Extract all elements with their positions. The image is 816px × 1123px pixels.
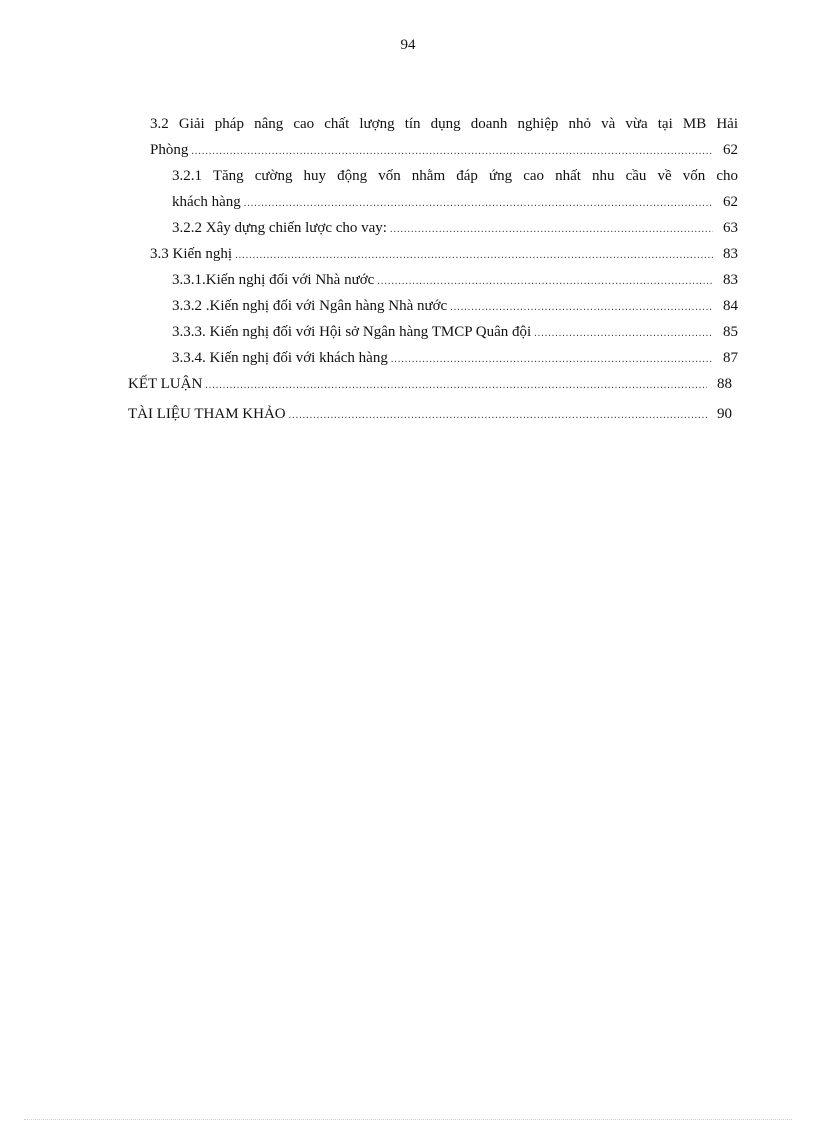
toc-entry-3-2[interactable] — [150, 140, 738, 162]
toc-entry-label: 3.2 Giải pháp nâng cao chất lượng tín dụng doanh nghiệp nhỏ và vừa tại MB Hải — [150, 116, 738, 132]
toc-entry-label: 3.3.3. Kiến nghị đối với Hội sở Ngân hàng TMCP Quân đội — [172, 324, 532, 340]
toc-entry-label: TÀI LIỆU THAM KHẢO — [128, 406, 286, 422]
dot-leader — [450, 298, 713, 318]
toc-entry-page: 83 — [723, 246, 738, 262]
toc-entry-page: 84 — [723, 298, 738, 314]
toc-entry-page: 62 — [723, 194, 738, 210]
dot-leader — [534, 324, 713, 344]
toc-entry-3-2-line1[interactable] — [150, 114, 738, 134]
toc-entry-tai-lieu-tham-khao[interactable] — [128, 404, 732, 426]
toc-entry-3-2-1[interactable] — [172, 192, 738, 214]
toc-entry-label: KẾT LUẬN — [128, 376, 203, 392]
dot-leader — [377, 272, 713, 292]
toc-entry-3-3-2[interactable] — [172, 296, 738, 318]
toc-entry-page: 85 — [723, 324, 738, 340]
toc-entry-label: 3.3.2 .Kiến nghị đối với Ngân hàng Nhà nước — [172, 298, 448, 314]
page-bottom-divider — [24, 1119, 792, 1120]
toc-entry-label: 3.2.1 Tăng cường huy động vốn nhằm đáp ứng cao nhất nhu cầu về vốn cho — [172, 168, 738, 184]
toc-entry-page: 90 — [717, 406, 732, 422]
toc-entry-label: 3.2.2 Xây dựng chiến lược cho vay: — [172, 220, 387, 236]
dot-leader — [191, 142, 713, 162]
dot-leader — [391, 350, 713, 370]
toc-entry-page: 63 — [723, 220, 738, 236]
toc-entry-3-2-1-line1[interactable] — [172, 166, 738, 186]
dot-leader — [289, 406, 707, 426]
toc-entry-label: Phòng — [150, 142, 189, 158]
toc-entry-3-3-4[interactable] — [172, 348, 738, 370]
toc-entry-label: 3.3.1.Kiến nghị đối với Nhà nước — [172, 272, 375, 288]
toc-entry-page: 83 — [723, 272, 738, 288]
toc-entry-3-3[interactable] — [150, 244, 738, 266]
dot-leader — [235, 246, 713, 266]
toc-entry-page: 62 — [723, 142, 738, 158]
dot-leader — [390, 220, 713, 240]
toc-entry-label: 3.3 Kiến nghị — [150, 246, 233, 262]
toc-entry-label: khách hàng — [172, 194, 241, 210]
toc-entry-ket-luan[interactable] — [128, 374, 732, 396]
toc-entry-page: 88 — [717, 376, 732, 392]
dot-leader — [205, 376, 707, 396]
toc-entry-page: 87 — [723, 350, 738, 366]
dot-leader — [244, 194, 713, 214]
toc-entry-3-2-2[interactable] — [172, 218, 738, 240]
toc-entry-label: 3.3.4. Kiến nghị đối với khách hàng — [172, 350, 388, 366]
toc-entry-3-3-3[interactable] — [172, 322, 738, 344]
toc-entry-3-3-1[interactable] — [172, 270, 738, 292]
page-number: 94 — [400, 37, 416, 53]
